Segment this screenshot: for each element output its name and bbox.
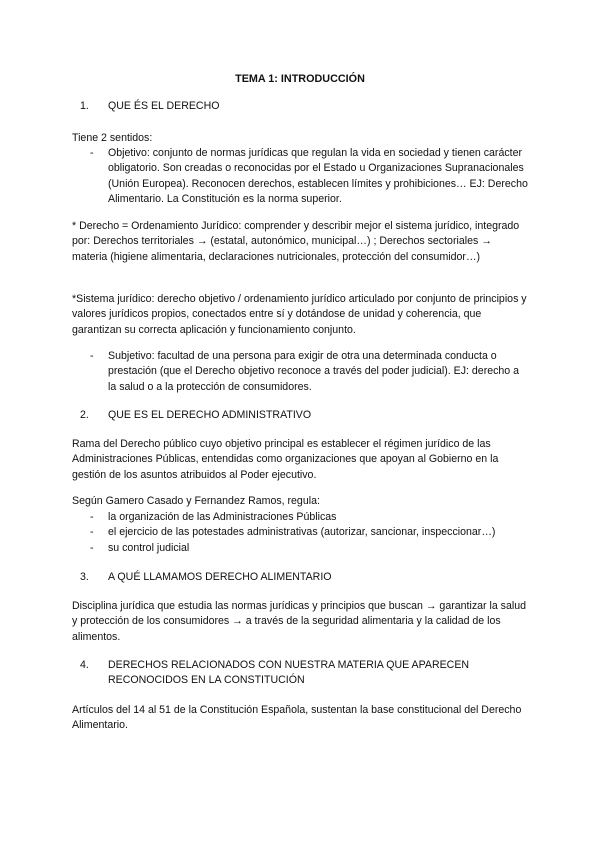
section-title: A QUÉ LLAMAMOS DERECHO ALIMENTARIO	[108, 571, 332, 583]
paragraph-senses-intro: Tiene 2 sentidos:	[72, 132, 153, 144]
bullet-dash: -	[90, 511, 94, 523]
paragraph-note-derecho: * Derecho = Ordenamiento Jurídico: comprender y describir mejor el sistema jurídico, integrado por: Derechos territoriales → (estatal, autonómico, municipal…) ; Derechos sectoriales → materia (higiene alimentaria, declaraciones nutricionales, protección del consumidor…)	[72, 220, 520, 263]
bullet-text: su control judicial	[108, 541, 190, 554]
section-number: 1.	[80, 100, 89, 112]
list-item	[72, 541, 530, 556]
section-title: QUE ÉS EL DERECHO	[108, 100, 220, 112]
document-title: TEMA 1: INTRODUCCIÓN	[235, 73, 365, 85]
list-item	[72, 146, 530, 208]
list-item	[72, 349, 530, 395]
paragraph-note-sistema: *Sistema jurídico: derecho objetivo / ordenamiento jurídico articulado por conjunto de principios y valores jurídicos propios, conectados entre sí y dotándose de unidad y coherencia, que garantizan su correcta aplicación y funcionamiento conjunto.	[72, 293, 527, 336]
paragraph-derecho-alimentario: Disciplina jurídica que estudia las normas jurídicas y principios que buscan → garantizar la salud y protección de los consumidores → a través de la seguridad alimentaria y la calidad de los alimentos.	[72, 600, 526, 643]
bullet-list-regula	[72, 510, 530, 556]
bullet-dash: -	[90, 350, 94, 362]
bullet-text: Objetivo: conjunto de normas jurídicas que regulan la vida en sociedad y tienen carácter obligatorio. Son creadas o reconocidas por el Estado u Organizaciones Supranacionales (Unión Europea). Reconocen derechos, establecen límites y prohibiciones… EJ: Derecho Alimentario. La Constitución es la norma superior.	[108, 147, 528, 206]
bullet-list-subjetivo	[72, 349, 530, 395]
section-title: QUE ES EL DERECHO ADMINISTRATIVO	[108, 409, 312, 421]
bullet-dash: -	[90, 541, 94, 554]
section-number: 4.	[80, 659, 89, 671]
bullet-list-objetivo	[72, 146, 530, 208]
bullet-text: el ejercicio de las potestades administrativas (autorizar, sancionar, inspeccionar…)	[108, 526, 496, 539]
bullet-dash: -	[90, 147, 94, 159]
list-item	[72, 525, 530, 540]
paragraph-regula-intro: Según Gamero Casado y Fernandez Ramos, regula:	[72, 495, 320, 507]
section-number: 3.	[80, 571, 89, 583]
section-number: 2.	[80, 409, 89, 421]
paragraph-constitucion: Artículos del 14 al 51 de la Constitución Española, sustentan la base constitucional del Derecho Alimentario.	[72, 704, 522, 732]
bullet-dash: -	[90, 526, 94, 539]
list-item	[72, 510, 530, 525]
bullet-text: Subjetivo: facultad de una persona para exigir de otra una determinada conducta o prestación (que el Derecho objetivo reconoce a través del poder judicial). EJ: derecho a la salud o a la protección de consumidores.	[108, 350, 520, 393]
bullet-text: la organización de las Administraciones Públicas	[108, 511, 337, 523]
section-title: DERECHOS RELACIONADOS CON NUESTRA MATERIA QUE APARECEN RECONOCIDOS EN LA CONSTITUCIÓN	[108, 659, 470, 687]
paragraph-derecho-administrativo: Rama del Derecho público cuyo objetivo principal es establecer el régimen jurídico de las Administraciones Públicas, entendidas como organizaciones que apoyan al Gobierno en la gestión de los asuntos atribuidos al Poder ejecutivo.	[72, 438, 499, 481]
